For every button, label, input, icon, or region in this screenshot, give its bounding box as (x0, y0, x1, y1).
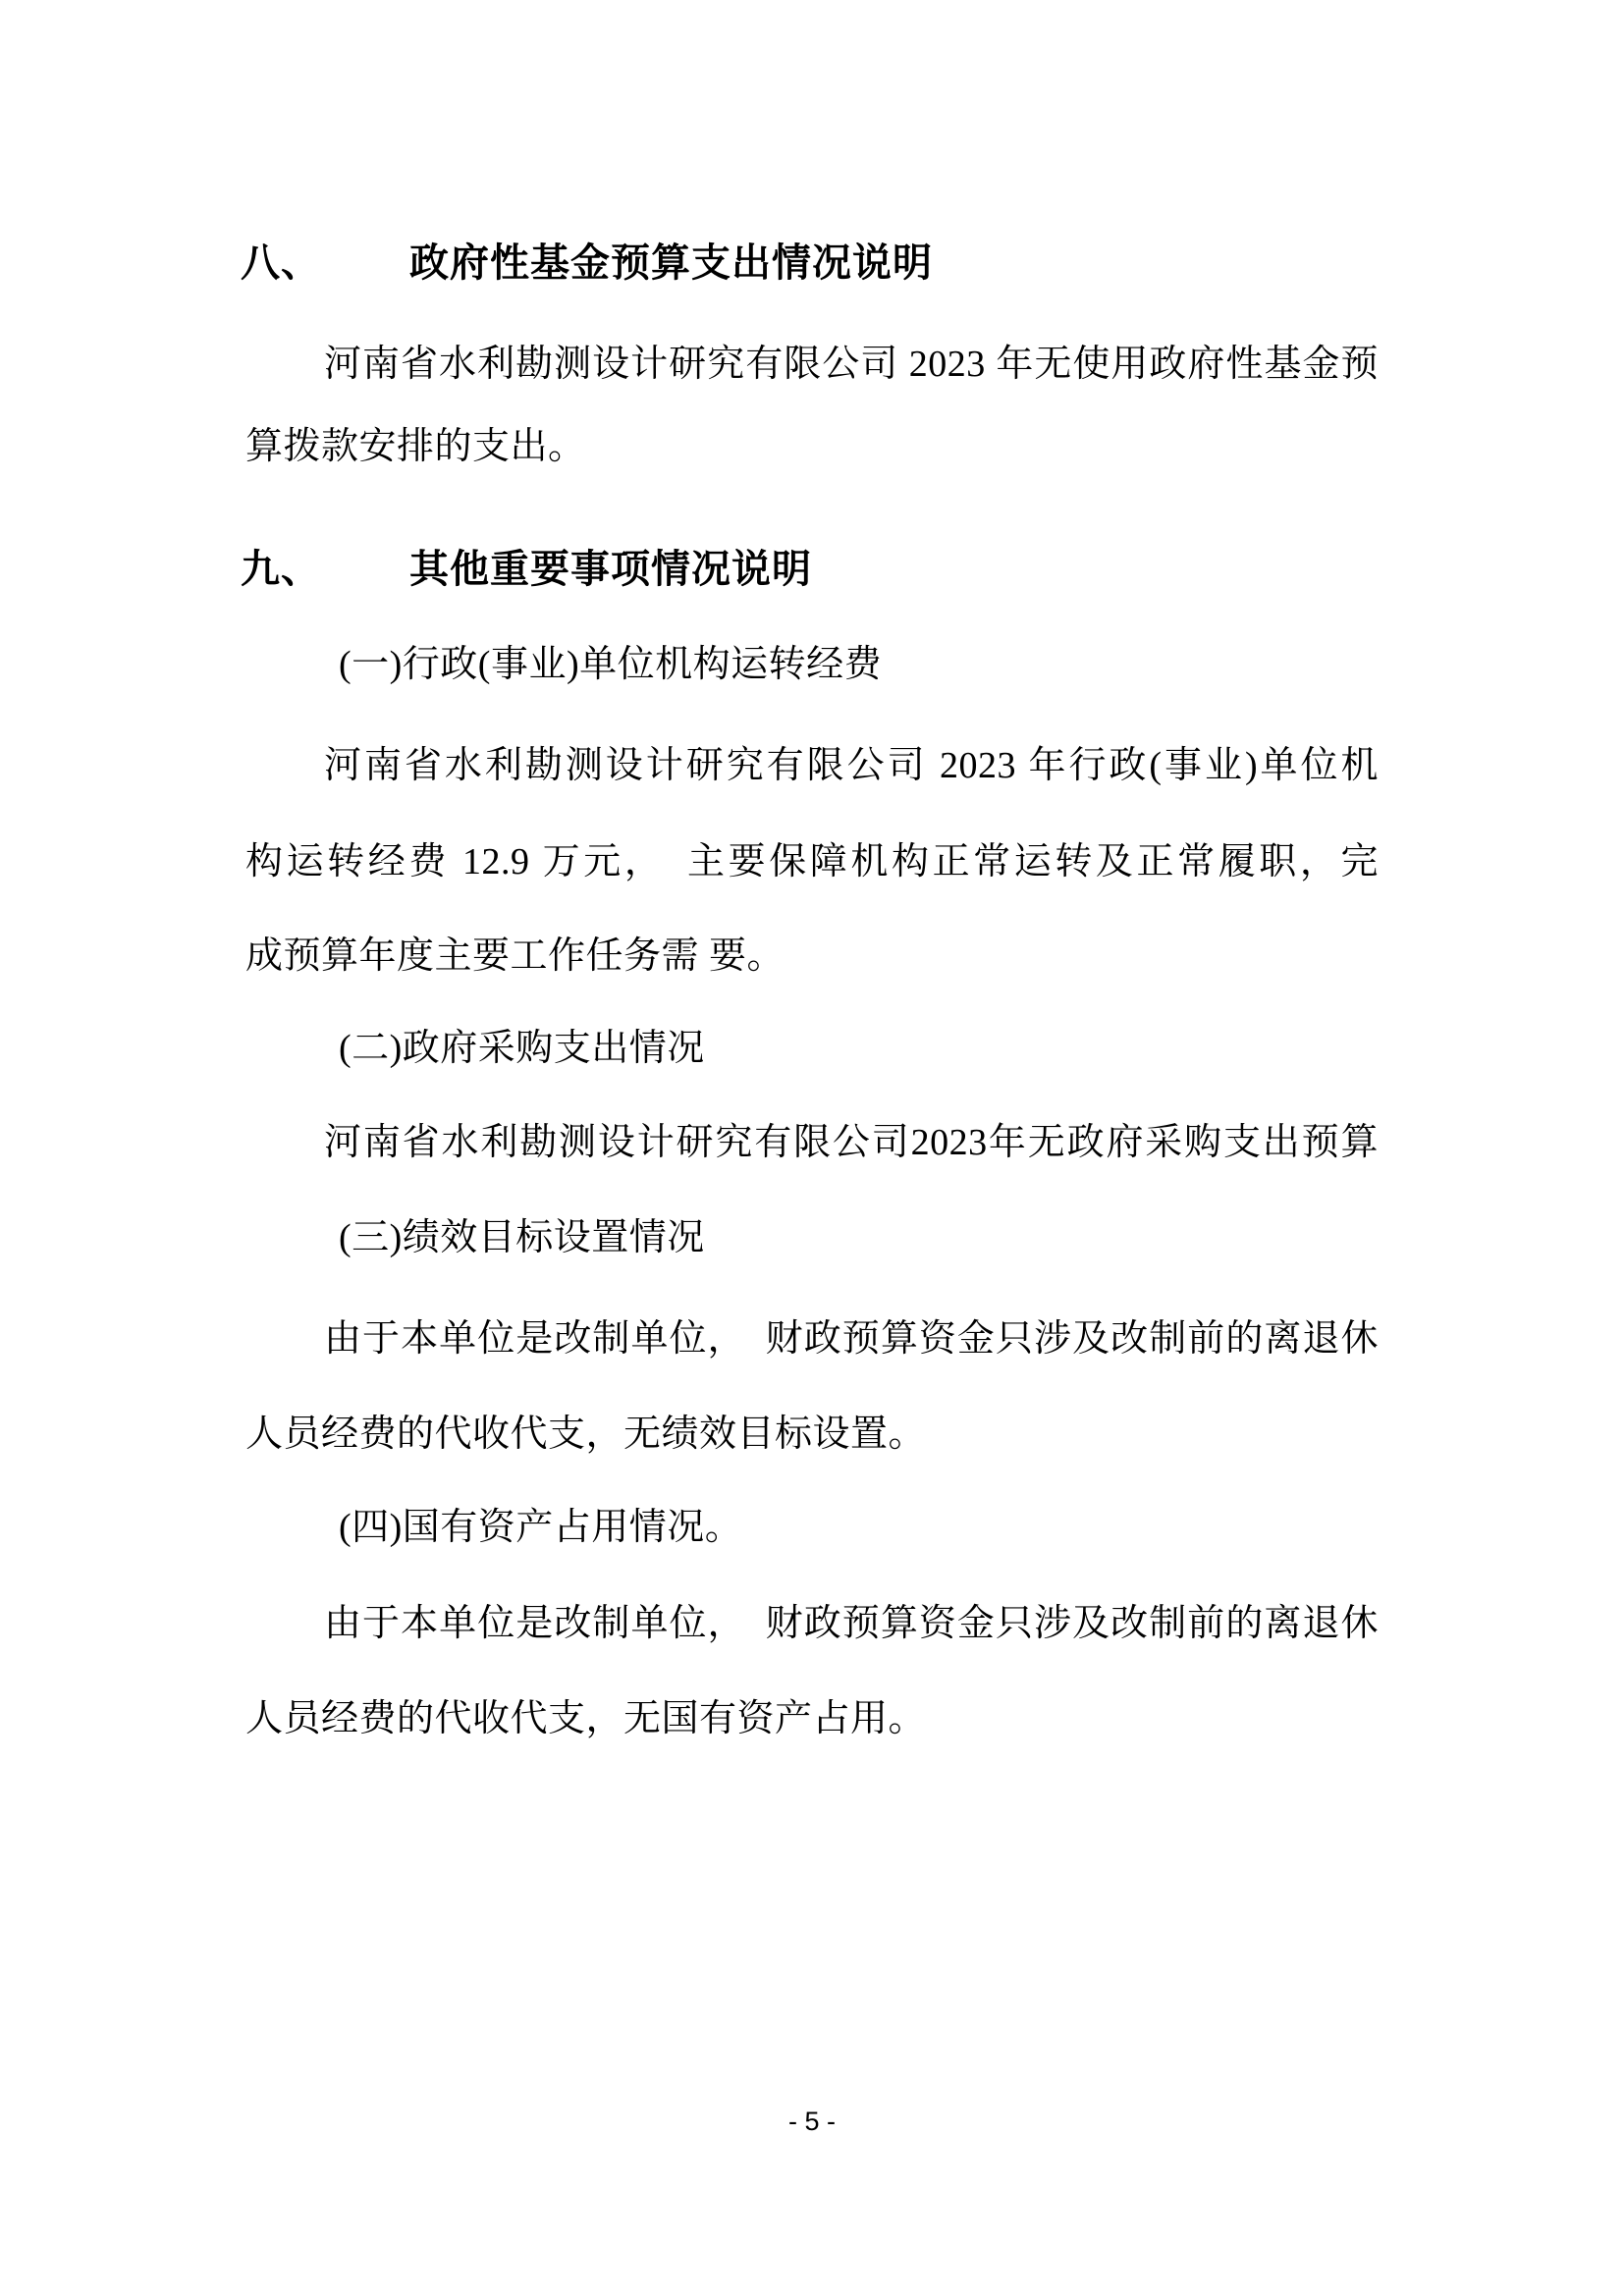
page-number: - 5 - (787, 2107, 836, 2136)
item-4-line-1: 由于本单位是改制单位， 财政预算资金只涉及改制前的离退休 (324, 1603, 1379, 1644)
item-2-heading: (二)政府采购支出情况 (339, 1028, 705, 1069)
section-8-paragraph-line-1: 河南省水利勘测设计研究有限公司 2023 年无使用政府性基金预 (324, 344, 1379, 385)
section-9-heading (241, 545, 1374, 594)
item-1-line-3: 成预算年度主要工作任务需 要。 (245, 935, 785, 977)
item-1-line-1: 河南省水利勘测设计研究有限公司 2023 年行政(事业)单位机 (324, 745, 1379, 786)
item-2-line-1: 河南省水利勘测设计研究有限公司2023年无政府采购支出预算 (324, 1122, 1379, 1163)
section-8-heading (241, 239, 1374, 288)
item-3-line-1: 由于本单位是改制单位， 财政预算资金只涉及改制前的离退休 (324, 1318, 1379, 1360)
item-4-line-2: 人员经费的代收代支，无国有资产占用。 (245, 1698, 927, 1739)
item-3-line-2: 人员经费的代收代支，无绩效目标设置。 (245, 1414, 927, 1455)
item-4-heading: (四)国有资产占用情况。 (339, 1507, 743, 1548)
section-8-title: 政府性基金预算支出情况说明 (409, 241, 933, 285)
item-1-line-2: 构运转经费 12.9 万元， 主要保障机构正常运转及正常履职，完 (245, 841, 1379, 882)
item-3-heading: (三)绩效目标设置情况 (339, 1217, 705, 1258)
section-9-number: 九、 (241, 548, 321, 591)
section-9-title: 其他重要事项情况说明 (409, 548, 812, 591)
section-8-number: 八、 (241, 241, 321, 285)
item-1-heading: (一)行政(事业)单位机构运转经费 (339, 644, 883, 685)
section-8-paragraph-line-2: 算拨款安排的支出。 (245, 426, 586, 467)
